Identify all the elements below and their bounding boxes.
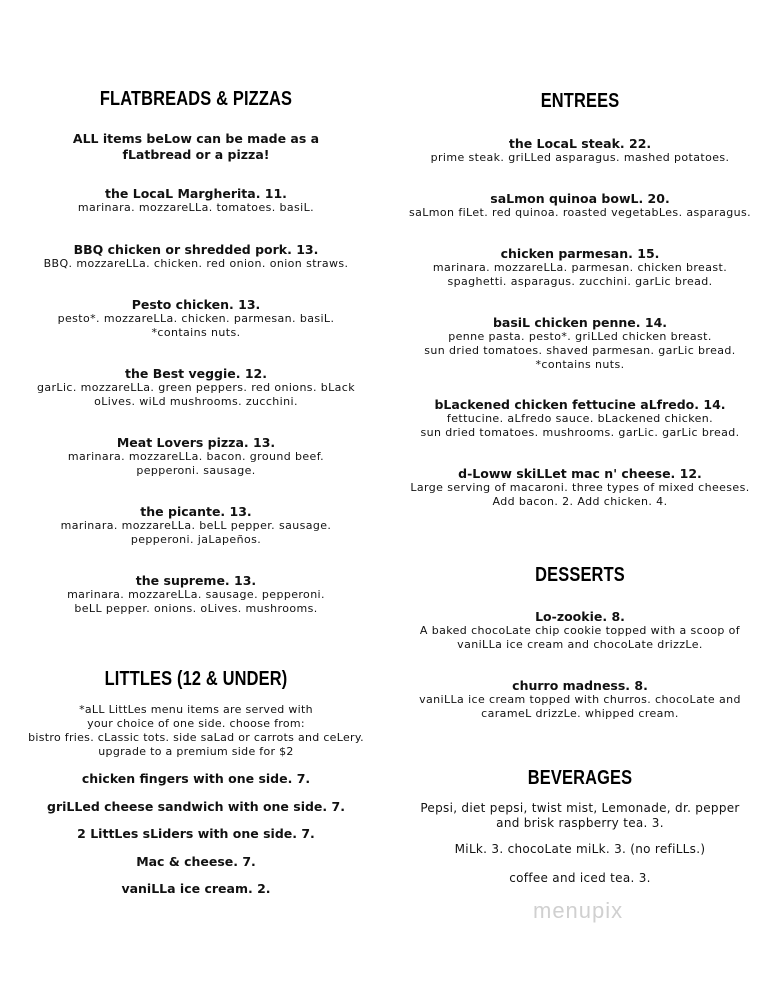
littles-item: Mac & cheese. 7. — [136, 854, 256, 869]
littles-item: chicken fingers with one side. 7. — [81, 771, 311, 786]
menu-item: bLackened chicken fettucine aLfredo. 14. fettucine. aLfredo sauce. bLackened chicken. sun dried tomatoes. mushrooms. garLic. garLic bread. — [420, 397, 740, 439]
menu-item: basiL chicken penne. 14. penne pasta. pesto*. griLLed chicken breast. sun dried tomatoes. shaved parmesan. garLic bread. *contains nuts. — [424, 315, 736, 371]
beverages-heading: BEVERAGES — [527, 767, 633, 789]
menu-item: the picante. 13. marinara. mozzareLLa. beLL pepper. sausage. pepperoni. jaLapeños. — [60, 504, 332, 546]
menu-item: Meat Lovers pizza. 13. marinara. mozzareLLa. bacon. ground beef. pepperoni. sausage. — [67, 435, 325, 477]
menu-item: Lo-zookie. 8. A baked chocoLate chip cookie topped with a scoop of vaniLLa ice cream and chocoLate drizzLe. — [419, 609, 741, 651]
littles-item: griLLed cheese sandwich with one side. 7. — [47, 799, 345, 814]
menu-item: saLmon quinoa bowL. 20. saLmon fiLet. red quinoa. roasted vegetabLes. asparagus. — [409, 191, 751, 219]
beverage-line: coffee and iced tea. 3. — [509, 871, 651, 885]
flatbreads-intro: ALL items beLow can be made as a fLatbread or a pizza! — [72, 131, 320, 162]
menupix-watermark: menupix — [533, 898, 624, 923]
menu-item: the Best veggie. 12. garLic. mozzareLLa. green peppers. red onions. bLack oLives. wiLd mushrooms. zucchini. — [36, 366, 356, 408]
entrees-heading: ENTREES — [540, 90, 620, 112]
menu-item: the LocaL steak. 22. prime steak. griLLed asparagus. mashed potatoes. — [430, 136, 730, 164]
menu-item: churro madness. 8. vaniLLa ice cream topped with churros. chocoLate and carameL drizzLe. whipped cream. — [419, 678, 741, 720]
littles-item: 2 LittLes sLiders with one side. 7. — [77, 826, 315, 841]
menu-item: d-Loww skiLLet mac n' cheese. 12. Large serving of macaroni. three types of mixed cheeses. Add bacon. 2. Add chicken. 4. — [410, 466, 750, 508]
beverage-line: MiLk. 3. chocoLate miLk. 3. (no refiLLs.) — [454, 842, 706, 856]
menu-item: BBQ chicken or shredded pork. 13. BBQ. mozzareLLa. chicken. red onion. onion straws. — [43, 242, 349, 270]
flatbreads-heading: FLATBREADS & PIZZAS — [99, 88, 293, 110]
littles-heading: LITTLES (12 & UNDER) — [104, 668, 288, 690]
menu-item: chicken parmesan. 15. marinara. mozzareLLa. parmesan. chicken breast. spaghetti. asparagus. zucchini. garLic bread. — [432, 246, 728, 288]
menu-item: the supreme. 13. marinara. mozzareLLa. sausage. pepperoni. beLL pepper. onions. oLives. mushrooms. — [67, 573, 325, 615]
menu-item: the LocaL Margherita. 11. marinara. mozzareLLa. tomatoes. basiL. — [77, 186, 315, 214]
menu-item: Pesto chicken. 13. pesto*. mozzareLLa. chicken. parmesan. basiL. *contains nuts. — [57, 297, 335, 339]
beverage-line: Pepsi, diet pepsi, twist mist, Lemonade, dr. pepper and brisk raspberry tea. 3. — [420, 801, 740, 830]
desserts-heading: DESSERTS — [535, 564, 625, 586]
littles-note: *aLL LittLes menu items are served with your choice of one side. choose from: bistro fries. cLassic tots. side saLad or carrots and ceLery. upgrade to a premium side for $2 — [28, 703, 364, 758]
littles-item: vaniLLa ice cream. 2. — [121, 881, 271, 896]
